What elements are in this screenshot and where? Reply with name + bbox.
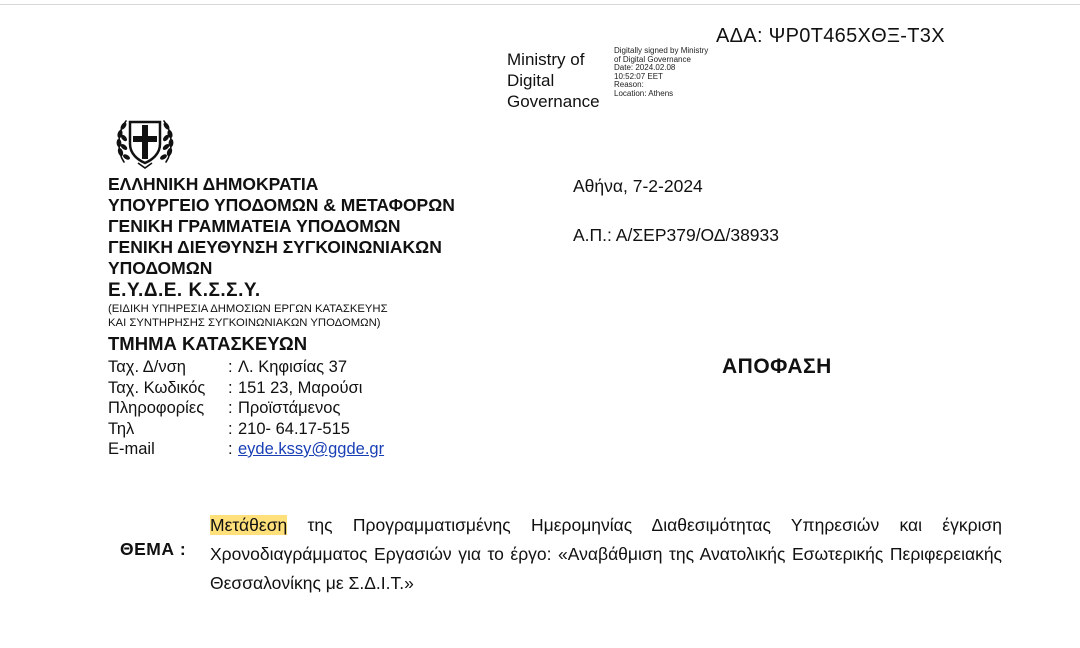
department-name: ΤΜΗΜΑ ΚΑΤΑΣΚΕΥΩΝ [108,333,308,354]
contact-label: Τηλ [108,419,135,438]
signature-detail-line: Digitally signed by Ministry [614,46,709,55]
protocol-number: Α.Π.: Α/ΣΕΡ379/ΟΔ/38933 [573,225,780,245]
email-link[interactable]: eyde.kssy@ggde.gr [238,440,385,458]
signature-detail-line: Date: 2024.02.08 [614,63,676,73]
contact-row-postal [108,378,384,399]
contact-value: 210- 64.17-515 [238,419,350,438]
signature-organization [507,49,600,112]
contact-value: 151 23, Μαρούσι [238,378,363,397]
service-full-name [108,303,388,330]
contact-value: Λ. Κηφισίας 37 [238,358,348,376]
contact-label: Ταχ. Δ/νση [108,358,186,376]
contact-row-email [108,439,384,460]
subject-text [210,511,1002,598]
signature-detail-line: Location: Athens [614,88,674,98]
contact-separator: : [228,419,233,438]
contact-label: Ταχ. Κωδικός [108,378,206,397]
page-top-border [0,4,1080,5]
greek-coat-of-arms-icon [114,110,176,172]
contact-separator: : [228,399,233,417]
signature-org-line: Digital [507,71,555,90]
contact-info [108,357,384,460]
authority-line: ΕΛΛΗΝΙΚΗ ΔΗΜΟΚΡΑΤΙΑ [108,174,319,194]
document-date: Αθήνα, 7-2-2024 [573,176,703,196]
contact-label: E-mail [108,440,155,458]
authority-line: ΥΠΟΔΟΜΩΝ [108,258,213,278]
highlighted-word: Μετάθεση [210,515,288,535]
subject-label: ΘΕΜΑ : [120,539,187,559]
service-abbreviation: Ε.Υ.Δ.Ε. Κ.Σ.Σ.Υ. [108,280,261,301]
authority-line: ΥΠΟΥΡΓΕΙΟ ΥΠΟΔΟΜΩΝ & ΜΕΤΑΦΟΡΩΝ [108,195,455,215]
subject-body: της Προγραμματισμένης Ημερομηνίας Διαθεσιμότητας Υπηρεσιών και έγκριση Χρονοδιαγράμματος Εργασιών για το έργο: «Αναβάθμιση της Ανατολικής Εσωτερικής Περιφερειακής Θεσσαλονίκης με Σ.Δ.Ι.Τ.» [210,515,1002,593]
signature-detail-line: 10:52:07 EET [614,71,663,81]
contact-row-info [108,398,384,419]
service-full-line: ΚΑΙ ΣΥΝΤΗΡΗΣΗΣ ΣΥΓΚΟΙΝΩΝΙΑΚΩΝ ΥΠΟΔΟΜΩΝ) [108,316,381,329]
authority-line: ΓΕΝΙΚΗ ΔΙΕΥΘΥΝΣΗ ΣΥΓΚΟΙΝΩΝΙΑΚΩΝ [108,237,442,257]
signature-detail-line: of Digital Governance [614,54,691,64]
signature-details [614,47,708,99]
contact-separator: : [228,358,233,376]
service-full-line: (ΕΙΔΙΚΗ ΥΠΗΡΕΣΙΑ ΔΗΜΟΣΙΩΝ ΕΡΓΩΝ ΚΑΤΑΣΚΕΥΗΣ [108,303,388,315]
authority-line: ΓΕΝΙΚΗ ΓΡΑΜΜΑΤΕΙΑ ΥΠΟΔΟΜΩΝ [108,216,401,236]
signature-detail-line: Reason: [614,80,644,90]
contact-label: Πληροφορίες [108,399,205,417]
ada-code: ΑΔΑ: ΨΡ0Τ465ΧΘΞ-Τ3Χ [716,25,945,47]
contact-separator: : [228,440,233,458]
contact-separator: : [228,378,233,397]
document-title: ΑΠΟΦΑΣΗ [722,355,832,378]
contact-value: Προϊστάμενος [238,399,341,417]
signature-org-line: Governance [507,92,600,111]
contact-row-phone [108,419,384,440]
issuing-authority [108,174,455,279]
contact-row-address [108,357,384,378]
signature-org-line: Ministry of [507,50,585,69]
